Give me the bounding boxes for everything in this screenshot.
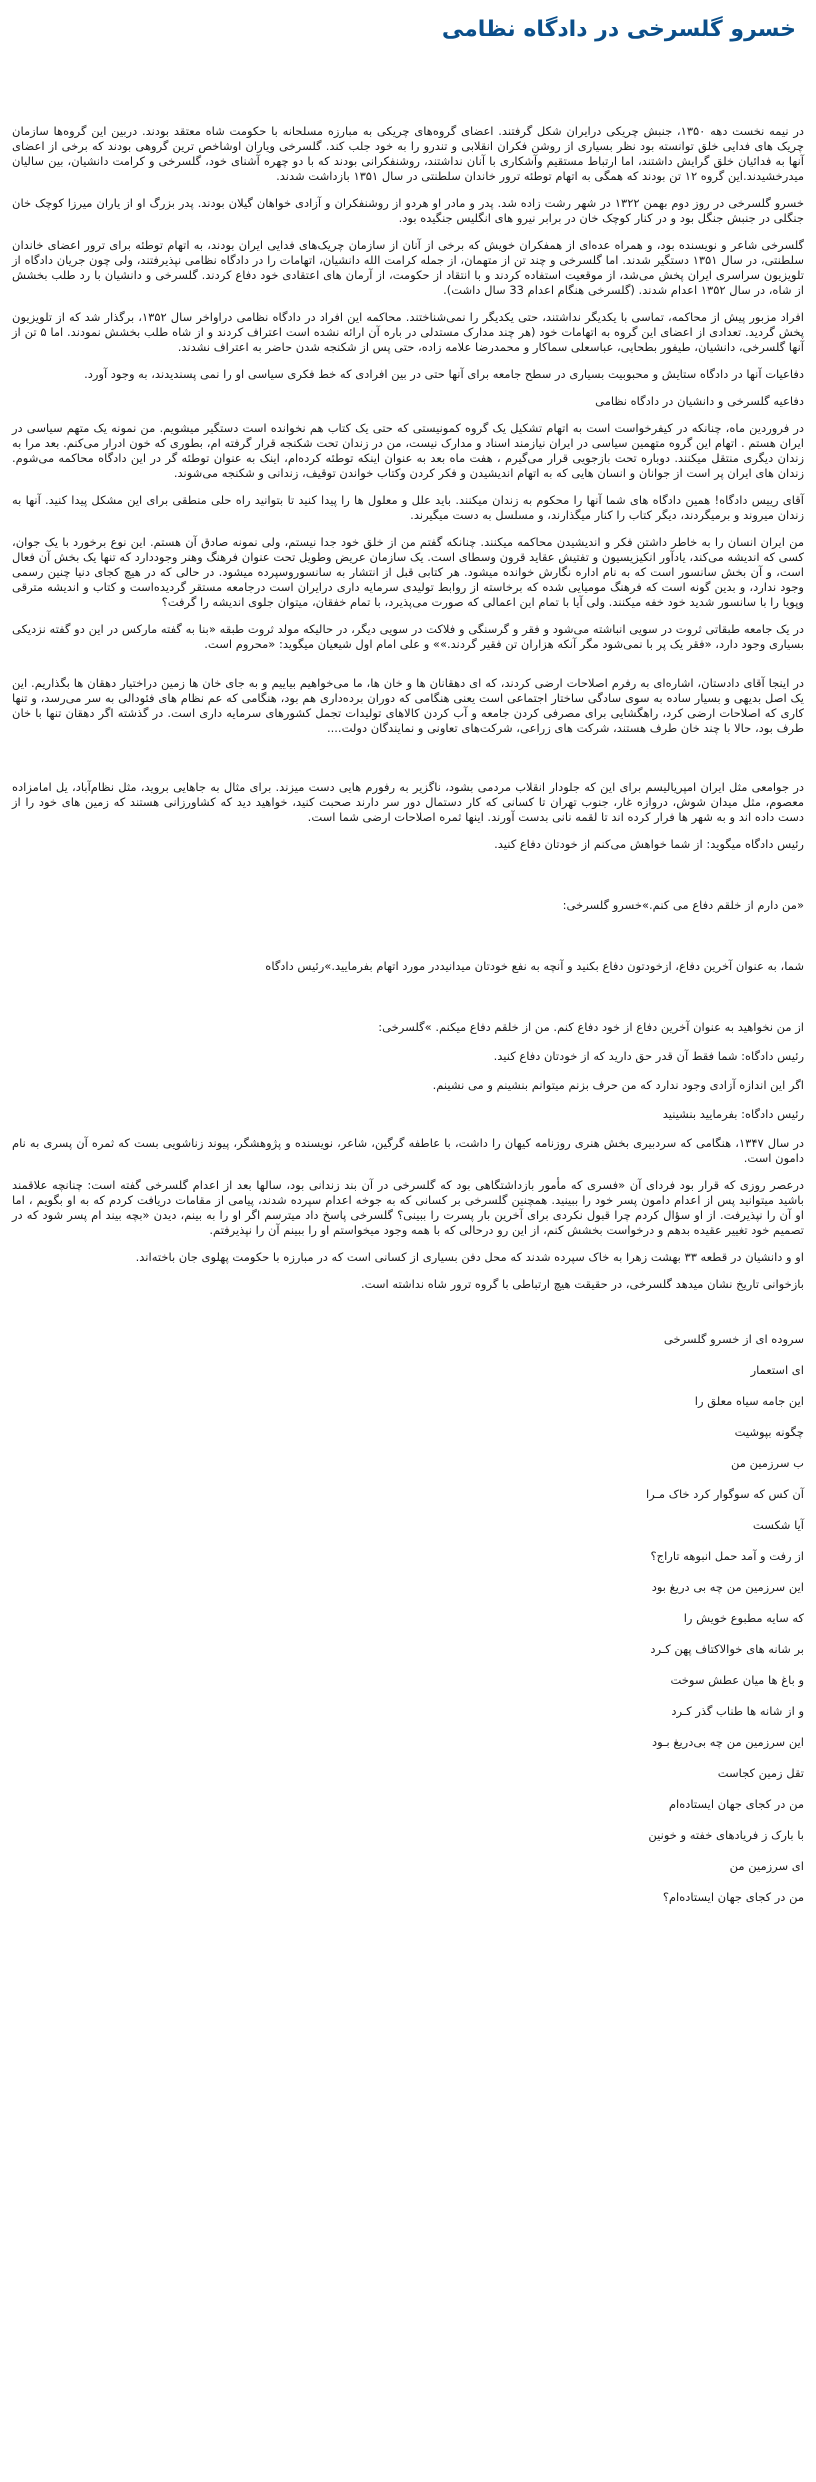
dialogue-line: شما، به عنوان آخرین دفاع، ازخودتون دفاع بکنید و آنچه به نفع خودتان میدانیددر مورد اتهام بفرمایید.»رئیس دادگاه	[265, 959, 804, 973]
poem-line: این جامه سیاه معلق را	[694, 1394, 804, 1408]
poem-heading: سروده ای از خسرو گلسرخی	[663, 1332, 804, 1346]
poem-line: از رفت و آمد حمل انبوهه تاراج؟	[650, 1549, 804, 1563]
paragraph-arrest: گلسرخی شاعر و نویسنده بود، و همراه عده‌ای از همفکران خویش که برخی از آنان از سازمان چریک‌های فدایی ایران بودند، به اتهام توطئه برای ترور اعضای خاندان سلطنتی، در سال ۱۳۵۱ دستگیر شدند. اما گلسرخی و چند تن از متهمان، از جمله کرامت الله دانشیان، اتهامات را در دادگاه نظامی نپذیرفتند، ولی چون جریان دادگاه از تلویزیون سراسری ایران پخش می‌شد، از موقعیت استفاده کردند و با انتقاد از حکومت، از آرمان های اعتقادی خود دفاع کردند. گلسرخی و دانشیان با رد طلب بخشش از شاه، در سال ۱۳۵۲ اعدام شدند. (گلسرخی هنگام اعدام 33 سال داشت).	[12, 238, 805, 297]
paragraph-burial: او و دانشیان در قطعه ۳۳ بهشت زهرا به خاک سپرده شدند که محل دفن بسیاری از کسانی است که در مبارزه با حکومت پهلوی جان باخته‌اند.	[135, 1250, 804, 1264]
poem-line: من در کجای جهان ایستاده‌ام	[668, 1797, 804, 1811]
paragraph-defense-4: در یک جامعه طبقاتی ثروت در سویی انباشته می‌شود و فقر و گرسنگی و فلاکت در سویی دیگر، در حالیکه مولد ثروت طبقه «بنا به گفته مارکس در این دو گفته نزدیکی بسیاری وجود دارد، «فقر یک پر با نمی‌شود مگر آنکه هزاران تن فقیر گردند.»» و علی امام اول شیعیان میگوید: «محروم است.	[12, 622, 804, 651]
paragraph-biography: خسرو گلسرخی در روز دوم بهمن ۱۳۲۲ در شهر رشت زاده شد. پدر و مادر او هردو از روشنفکران و آزادی خواهان گیلان بودند. پدر بزرگ او از یاران میرزا کوچک خان جنگلی در جنبش جنگل بود و در کنار کوچک خان در برابر نیرو های انگلیس جنگیده بود.	[12, 196, 804, 225]
poem-line: و از شانه ها طناب گذر کـرد	[671, 1704, 804, 1718]
poem-line: آیا شکست	[752, 1518, 804, 1532]
section-heading-defense: دفاعیه گلسرخی و دانشیان در دادگاه نظامی	[595, 394, 804, 408]
dialogue-line: «من دارم از خلقم دفاع می کنم.»خسرو گلسرخی:	[562, 898, 804, 912]
paragraph-intro: در نیمه نخست دهه ۱۳۵۰، جنبش چریکی درایران شکل گرفتند. اعضای گروه‌های چریکی به مبارزه مسلحانه با حکومت شاه معتقد بودند. دربین این گروه‌ها سازمان چریک های فدایی خلق توانسته بود نظر بسیاری از روشن فکران انقلابی و تندرو را به خود جلب کند. گلسرخی ویاران اوشاخص ترین گروهی بودند که برخی از اعضای آنها به فدائیان خلق گرایش داشتند، اما ارتباط مستقیم وآشکاری با آنان نداشتند، روشنفکرانی بودند که با دو چهره آشنای خود، گلسرخی و کرامت دانشیان، بین سالیان میدرخشیدند.این گروه ۱۲ تن بودند که همگی به اتهام توطئه ترور خاندان سلطنتی در سال ۱۳۵۱ بازداشت شدند.	[12, 124, 804, 183]
poem	[12, 1332, 804, 1905]
poem-line: ای استعمار	[750, 1363, 804, 1377]
dialogue-line: رئیس دادگاه: شما فقط آن قدر حق دارید که از خودتان دفاع کنید.	[493, 1049, 804, 1063]
poem-line: من در کجای جهان ایستاده‌ام؟	[662, 1890, 804, 1904]
poem-line: و باغ ها میان عطش سوخت	[670, 1673, 804, 1687]
paragraph-popularity: دفاعیات آنها در دادگاه ستایش و محبوبیت بسیاری در سطح جامعه برای آنها حتی در بین افرادی که خط فکری سیاسی او را نمی پسندیدند، به وجود آورد.	[84, 367, 804, 381]
paragraph-defense-5: در اینجا آقای دادستان، اشاره‌ای به رفرم اصلاحات ارضی کردند، که ای دهقانان ها و خان ها، ما می‌خواهیم بیاییم و به جای خان ها زمین دراختیار دهقان ها بگذاریم. این یک اصل بدیهی و بسیار ساده به سوی سادگی ساختار اجتماعی است یعنی هنگامی که دوران برده‌داری هم بود، هنگامی که عم نظام های فئودالی به سر می‌رسد، و تنها کاری که اصلاحات ارضی کرد، راهگشایی برای مصرفی کردن جامعه و آب کردن کالاهای تولیدات تجمل کشورهای سرمایه داری است. در گذشته اگر دهقان تنها با خان طرف بود، حالا با چند خان طرف هستند، شرکت های زراعی، شرکت‌های تعاونی و نمایندگان دولت....	[12, 676, 804, 735]
poem-line: آن کس که سوگوار کرد خاک مـرا	[645, 1487, 804, 1501]
paragraph-marriage: در سال ۱۳۴۷، هنگامی که سردبیری بخش هنری روزنامه کیهان را داشت، با عاطفه گرگین، شاعر، نویسنده و پژوهشگر، پیوند زناشویی بست که ثمره آن پسری به نام دامون است.	[12, 1136, 805, 1165]
poem-line: با بارک ز فریادهای خفته و خونین	[648, 1828, 804, 1842]
poem-line: ای سرزمین من	[729, 1859, 804, 1873]
poem-line: تقل زمین کجاست	[717, 1766, 804, 1780]
poem-line: ب سرزمین من	[731, 1456, 804, 1470]
paragraph-trial: افراد مزبور پیش از محاکمه، تماسی با یکدیگر نداشتند، حتی یکدیگر را نمی‌شناختند. محاکمه این افراد در دادگاه نظامی دراواخر سال ۱۳۵۲، برگذار شد که از تلویزیون پخش گردید. تعدادی از اعضای این گروه به اتهامات خود (هر چند مدارک مستدلی در باره آن ارائه نشده است اعتراف کردند و از شاه طلب بخشش نمودند. اما ۵ تن از آنها گلسرخی، دانشیان، طیفور بطحایی، عباسعلی سماکار و محمدرضا علامه زاده، حتی پس از شکنجه شدن حاضر به اعتراف نشدند.	[12, 310, 805, 354]
dialogue-line: از من نخواهید به عنوان آخرین دفاع از خود دفاع کنم. من از خلقم دفاع میکنم. »گلسرخی:	[378, 1020, 804, 1034]
dialogue-line: رئیس دادگاه: بفرمایید بنشینید	[662, 1107, 804, 1121]
page-title: خسرو گلسرخی در دادگاه نظامی	[441, 17, 796, 42]
paragraph-defense-2: آقای رییس دادگاه! همین دادگاه های شما آنها را محکوم به زندان میکنند. باید علل و معلول ها را پیدا کنید تا بتوانید راه حلی منطقی برای این مشکل پیدا کنید. آنها به زندان میروند و برمیگردند، دیگر کتاب را کنار میگذارند، و مسلسل به دست میگیرند.	[12, 493, 804, 522]
poem-line: که سایه مطبوع خویش را	[683, 1611, 804, 1625]
paragraph-defense-6: در جوامعی مثل ایران امپریالیسم برای این که جلودار انقلاب مردمی بشود، ناگزیر به رفورم هایی دست میزند. برای مثال به جاهایی بروید، مثل نظام‌آباد، یل امامزاده معصوم، مثل میدان شوش، دروازه غار، جنوب تهران تا کسانی که کار دستمال دور سر دارند صحبت کنید، خواهید دید که کشاورزانی هستند که زمین های خود را از دست داده اند و به شهر ها فرار کرده اند تا لقمه نانی بدست آورند. اینها ثمره اصلاحات ارضی شما است.	[12, 780, 804, 824]
paragraph-history-note: بازخوانی تاریخ نشان میدهد گلسرخی، در حقیقت هیچ ارتباطی با گروه ترور شاه نداشته است.	[360, 1277, 804, 1291]
dialogue-line: رئیس دادگاه میگوید: از شما خواهش می‌کنم از خودتان دفاع کنید.	[494, 837, 804, 851]
paragraph-defense-3: من ایران انسان را به خاطر داشتن فکر و اندیشیدن محاکمه میکنند. چنانکه گفتم من از خلق خود جدا نیستم، ولی نمونه صادق آن هستم. این نوع برخورد با یک جوان، کسی که اندیشه می‌کند، یادآور انکیزیسیون و تفتیش عقاید قرون وسطای است. یک سازمان عریض وطویل تحت عنوان فرهنگ وهنر وجوددارد که تنها یک بخش آن فعال است، و آن بخش سانسور است که به نام اداره نگارش خوانده میشود. هر کتابی قبل از انتشار به سانسوروسپرده میشود. در حالی که در هیچ کجای دنیا چنین رسمی وجود ندارد، و بدین گونه است که فرهنگ مومیایی شده که برخاسته از روابط تولیدی سرمایه داری درایران است درجامعه مستقر گردیده‌است و کتاب و اندیشه مترقی وپویا را با سانسور شدید خود خفه میکنند. ولی آیا با تمام این اعمالی که صورت می‌پذیرد، با تمام خفقان، میتوان جلوی اندیشه را گرفت؟	[12, 535, 804, 609]
poem-line: چگونه بپوشیت	[734, 1425, 804, 1439]
poem-line: این سرزمین من چه بی‌دریغ بـود	[652, 1735, 804, 1749]
poem-line: بر شانه های خوالاکتاف پهن کـرد	[650, 1642, 804, 1656]
dialogue-line: اگر این اندازه آزادی وجود ندارد که من حرف بزنم میتوانم بنشینم و می نشینم.	[432, 1078, 804, 1092]
paragraph-defense-1: در فروردین ماه، چنانکه در کیفرخواست است به اتهام تشکیل یک گروه کمونیستی که حتی یک کتاب هم نخوانده است دستگیر میشویم. من نمونه یک متهم سیاسی در ایران هستم . اتهام این گروه متهمین سیاسی در ایران نیازمند اسناد و مدارک نیست، من در زندان تحت شکنجه قرار گرفته ام، بطوری که خون ادرار می‌کنم. بعد مرا به زندان دیگری منتقل میکنند. دوباره تحت بازجویی قرار می‌گیرم ، هفت ماه بعد به عنوان اینکه توطئه کرده‌ام، اینک به عنوان توطئه گر در این دادگاه محاکمه می‌شوم. زندان های ایران پر است از جوانان و انسان هایی که به اتهام اندیشیدن و فکر کردن وکتاب خواندن توقیف، زندانی و شکنجه می‌شوند.	[12, 421, 804, 480]
paragraph-last-day: درعصر روزی که قرار بود فردای آن «فسری که مأمور بازداشتگاهی بود که گلسرخی در آن بند زندانی بود، سالها بعد از اعدام گلسرخی گفته است: چنانچه علاقمند باشید میتوانید پس از اعدام دامون پسر خود را ببینید. همچنین گلسرخی بر کسانی که به جوخه اعدام سپرده شدند، پیامی از مقامات دریافت کردم که به او بگویم ، اما او آن را نپذیرفت. از او سؤال کردم چرا قبول نکردی برای آخرین بار پسرت را ببینی؟ گلسرخی پاسخ داد میترسم اگر او را به بینم، دیدن «بچه بیند ام پسر شود که در تصمیم خود تغییر عقیده بدهم و درخواست بخشش کنم، از این رو درحالی که با همه وجود میخواستم او را ببینم آن را نپذیرفتم.	[12, 1178, 804, 1237]
poem-line: این سرزمین من چه بی دریغ بود	[651, 1580, 804, 1594]
